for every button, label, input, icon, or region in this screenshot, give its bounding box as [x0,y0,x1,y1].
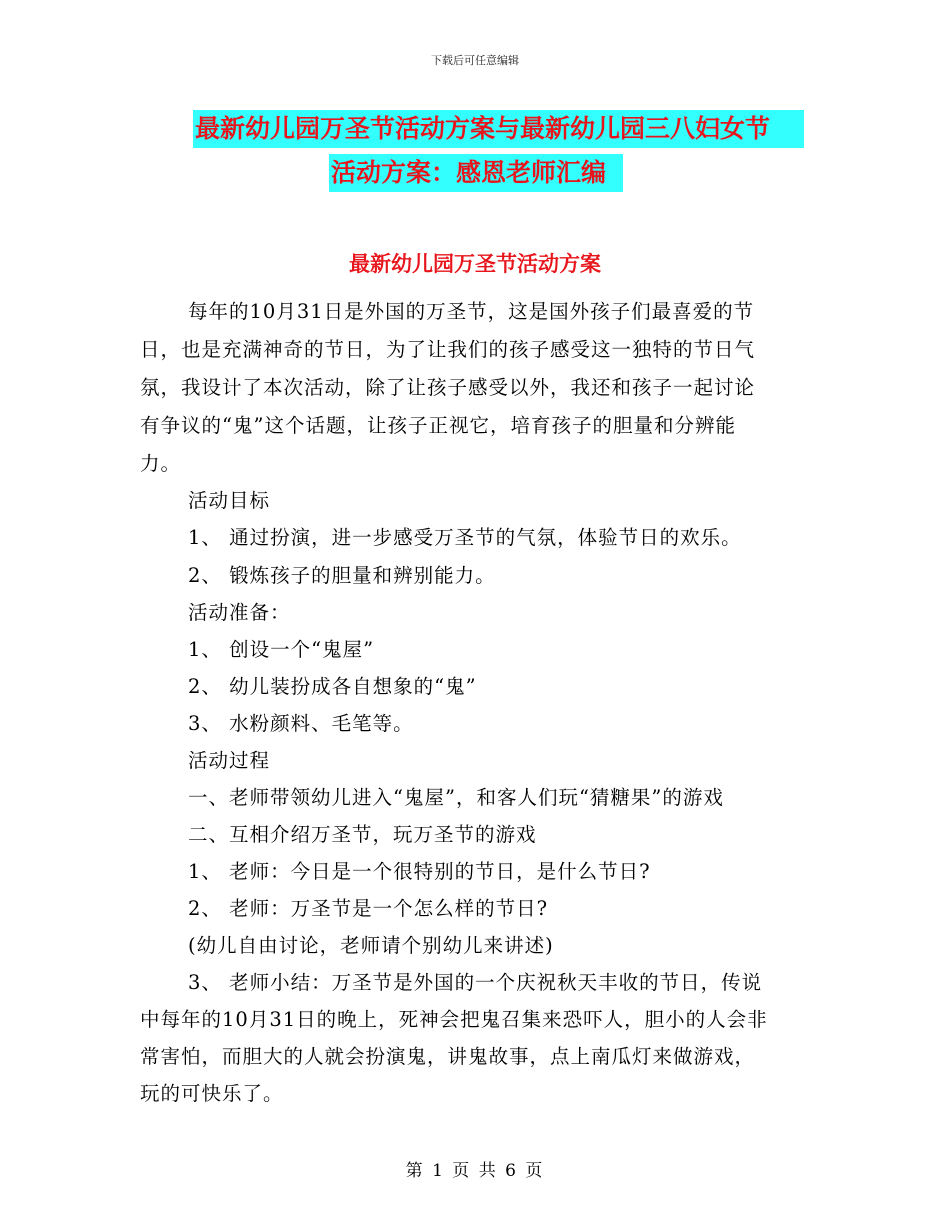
list-item: 3、 老师小结：万圣节是外国的一个庆祝秋天丰收的节日，传说 [188,971,763,994]
section-title: 最新幼儿园万圣节活动方案 [349,252,601,276]
header-note: 下载后可任意编辑 [431,54,519,67]
paragraph-line: 氛，我设计了本次活动，除了让孩子感受以外，我还和孩子一起讨论 [140,376,756,399]
list-item: 2、 老师：万圣节是一个怎么样的节日? [188,897,549,920]
list-item: 2、 幼儿装扮成各自想象的“鬼” [188,675,477,698]
list-item: 1、 老师：今日是一个很特别的节日，是什么节日? [188,860,651,883]
heading-activity-preparation: 活动准备： [188,601,291,624]
paragraph-line: 力。 [140,452,182,475]
list-item: 1、 通过扮演，进一步感受万圣节的气氛，体验节日的欢乐。 [188,526,742,549]
list-item: 二、互相介绍万圣节，玩万圣节的游戏 [188,823,537,846]
paragraph-line: 中每年的10月31日的晚上，死神会把鬼召集来恐吓人，胆小的人会非 [140,1008,768,1031]
paragraph-line: 日，也是充满神奇的节日，为了让我们的孩子感受这一独特的节日气 [140,338,756,361]
paragraph-line: 常害怕，而胆大的人就会扮演鬼，讲鬼故事，点上南瓜灯来做游戏， [140,1045,756,1068]
heading-activity-goals: 活动目标 [188,489,271,512]
document-title-line-1: 最新幼儿园万圣节活动方案与最新幼儿园三八妇女节 [193,110,804,148]
list-item: 3、 水粉颜料、毛笔等。 [188,712,414,735]
paragraph-line: (幼儿自由讨论，老师请个别幼儿来讲述) [188,934,554,957]
page-footer: 第 1 页 共 6 页 [405,1161,545,1181]
list-item: 2、 锻炼孩子的胆量和辨别能力。 [188,564,496,587]
list-item: 一、老师带领幼儿进入“鬼屋”，和客人们玩“猜糖果”的游戏 [188,786,724,809]
heading-activity-process: 活动过程 [188,749,271,772]
document-title-line-2: 活动方案：感恩老师汇编 [329,154,623,192]
paragraph-line: 玩的可快乐了。 [140,1082,284,1105]
paragraph-line: 每年的10月31日是外国的万圣节，这是国外孩子们最喜爱的节 [188,300,755,323]
list-item: 1、 创设一个“鬼屋” [188,638,375,661]
paragraph-line: 有争议的“鬼”这个话题，让孩子正视它，培育孩子的胆量和分辨能 [140,414,736,437]
